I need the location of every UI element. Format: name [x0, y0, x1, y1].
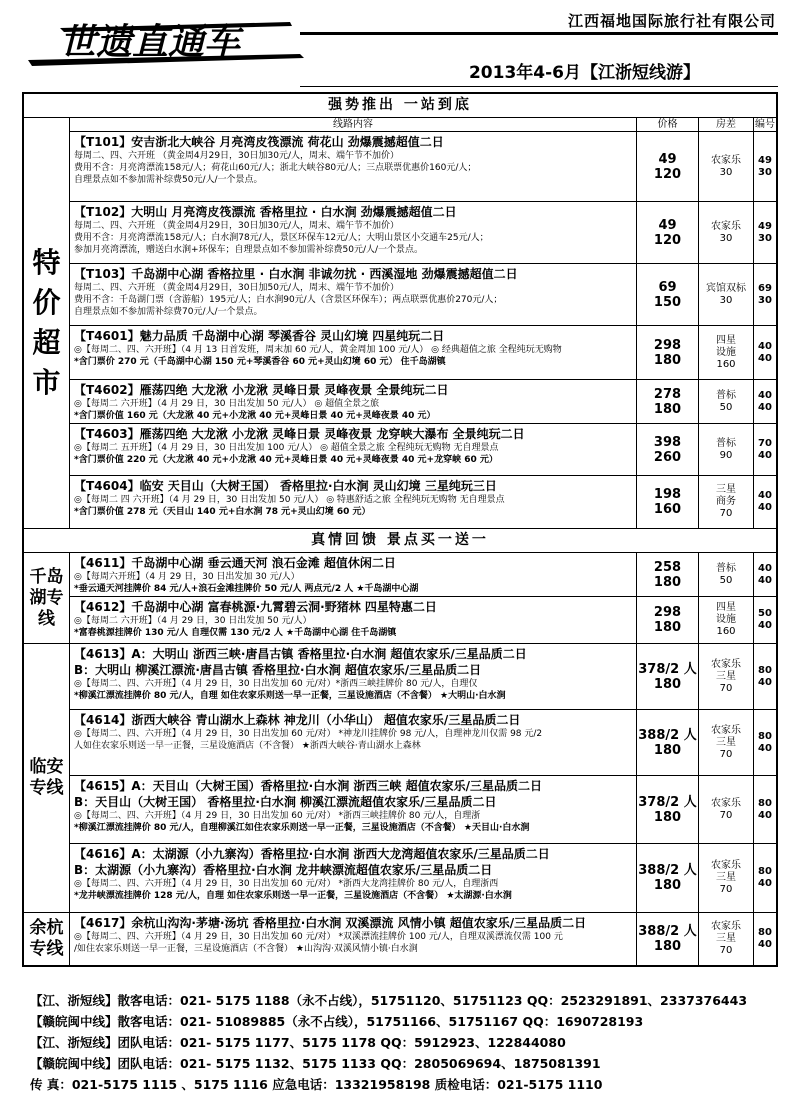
tour-code	[754, 424, 776, 475]
room-supplement: 四星 设施 160	[699, 326, 754, 379]
tour-title: 【T4602】雁荡四绝 大龙湫 小龙湫 灵峰日景 灵峰夜景 全景纯玩二日	[74, 383, 449, 397]
section-band: 真情回馈 景点买一送一	[24, 529, 776, 553]
tour-title: 【4611】千岛湖中心湖 垂云通天河 浪石金滩 超值休闲二日	[74, 556, 396, 570]
price-value: 49	[658, 217, 677, 233]
tour-title: 【4617】余杭山沟沟·茅塘·汤坑 香格里拉·白水涧 双溪漂流 风情小镇 超值农家乐/三星品质二日	[74, 916, 587, 930]
code-value: 30	[758, 166, 772, 178]
tour-price	[637, 202, 699, 263]
price-value: 180	[653, 574, 682, 590]
tour-row	[70, 476, 776, 528]
tour-detail-line: ◎【每周二、四、六开班】（4 月 29 日，30 日出发加 60 元/对）*浙西三峡挂牌价 80 元/人，自理仅	[74, 679, 478, 689]
room-supplement: 农家乐 30	[699, 202, 754, 263]
code-value: 80	[758, 797, 772, 809]
contact-line: 【赣皖闽中线】散客电话：021- 51089885（永不占线），51751166、51751167 QQ：1690728193	[30, 1014, 644, 1029]
tour-rows	[70, 118, 776, 528]
code-value: 69	[758, 282, 772, 294]
price-value: 398	[653, 434, 682, 450]
price-value: 388/2 人	[638, 863, 697, 878]
tour-row	[70, 380, 776, 424]
tour-code	[754, 264, 776, 325]
contact-line: 【江、浙短线】团队电话：021- 5175 1177、5175 1178 QQ：5912923、122844080	[30, 1035, 566, 1050]
section2	[24, 553, 776, 644]
tour-row	[70, 597, 776, 643]
tour-detail-line: 自理景点如不参加需补综费50元/人/一个景点。	[74, 175, 263, 185]
logo-text: 世遗直通车	[60, 21, 241, 63]
code-value: 40	[758, 809, 772, 821]
tour-code	[754, 844, 776, 912]
code-value: 40	[758, 620, 772, 631]
tour-row	[70, 553, 776, 597]
tour-description	[70, 553, 637, 596]
room-supplement: 普标 50	[699, 380, 754, 423]
tour-description	[70, 644, 637, 709]
room-supplement: 普标 90	[699, 424, 754, 475]
code-value: 40	[758, 401, 772, 413]
tour-code	[754, 326, 776, 379]
code-value: 40	[758, 340, 772, 352]
room-supplement: 农家乐 三星 70	[699, 710, 754, 775]
tour-detail-line: 参加月亮湾漂流，赠送白水涧+环保车；自理景点如不参加需补综费50元/人/一个景点。	[74, 245, 424, 255]
column-header-row	[70, 118, 776, 132]
tour-detail-line: ◎【每周二 四 六开班】（4 月 29 日，30 日出发加 50 元/人） ◎ 特惠舒适之旅 全程纯玩无购物 无自理景点	[74, 495, 505, 505]
tour-row	[70, 202, 776, 264]
price-value: 120	[653, 166, 682, 182]
tour-detail-line: *龙井峡漂流挂牌价 128 元/人，自理 如住农家乐则送一早一正餐，三星设施酒店（不含餐） ★太湖源·白水涧	[74, 891, 512, 901]
tour-description	[70, 913, 637, 965]
price-value: 260	[653, 449, 682, 465]
page-subtitle: 2013年4-6月【江浙短线游】	[468, 63, 700, 83]
code-value: 49	[758, 154, 772, 166]
code-value: 30	[758, 294, 772, 306]
tour-detail-line: 费用不含：千岛湖门票（含游船）195元/人；白水涧90元/人（含景区环保车）；两点联票优惠价270元/人；	[74, 295, 503, 305]
code-value: 40	[758, 574, 772, 586]
price-value: 180	[653, 352, 682, 368]
tour-detail-line: *含门票价 270 元（千岛湖中心湖 150 元+琴溪香谷 60 元+灵山幻境 60 元） 住千岛湖镇	[74, 357, 446, 367]
price-value: 180	[653, 939, 682, 954]
price-value: 69	[658, 279, 677, 295]
tour-code	[754, 380, 776, 423]
tour-description	[70, 202, 637, 263]
tour-title-b: B：天目山（大树王国） 香格里拉·白水涧 柳溪江漂流超值农家乐/三星品质二日	[74, 795, 497, 809]
price-value: 180	[653, 878, 682, 893]
tour-code	[754, 476, 776, 528]
section3	[24, 644, 776, 913]
tour-detail-line: ◎【每周六开班】（4 月 29 日，30 日出发加 30 元/人）	[74, 572, 300, 582]
tour-price	[637, 424, 699, 475]
tour-rows	[70, 553, 776, 643]
tour-title-b: B：大明山 柳溪江漂流·唐昌古镇 香格里拉·白水涧 超值农家乐/三星品质二日	[74, 663, 482, 677]
price-value: 160	[653, 502, 682, 517]
room-supplement: 三星 商务 70	[699, 476, 754, 528]
tour-detail-line: ◎【每周二、四、六开班】（4 月 13 日首发班，周末加 60 元/人，黄金周加 100 元/人） ◎ 经典超值之旅 全程纯玩无购物	[74, 345, 562, 355]
tour-detail-line: ◎【每周二 六开班】（4 月 29 日，30 日出发加 50 元/人）	[74, 616, 312, 626]
tour-rows	[70, 644, 776, 912]
tour-description	[70, 597, 637, 643]
room-supplement: 农家乐 三星 70	[699, 913, 754, 965]
code-value: 40	[758, 562, 772, 574]
price-value: 278	[653, 386, 682, 402]
code-value: 80	[758, 866, 772, 877]
tour-title: 【T101】安吉浙北大峡谷 月亮湾皮筏漂流 荷花山 劲爆震撼超值二日	[74, 135, 444, 149]
tour-price	[637, 710, 699, 775]
column-header-desc: 线路内容	[70, 118, 637, 131]
side-label: 余杭专线	[24, 913, 70, 965]
code-value: 80	[758, 730, 772, 742]
tour-price	[637, 844, 699, 912]
tour-price	[637, 326, 699, 379]
price-value: 388/2 人	[638, 924, 697, 939]
tour-detail-line: 人如住农家乐则送一早一正餐，三星设施酒店（不含餐） ★浙西大峡谷·青山湖水上森林	[74, 741, 421, 751]
tour-price	[637, 644, 699, 709]
room-supplement: 普标 50	[699, 553, 754, 596]
tour-detail-line: 每周二、四、六开班 （黄金周4月29日，30日加30元/人，周末、端午节不加价）	[74, 221, 399, 231]
tour-detail-line: ◎【每周二、四、六开班】（4 月 29 日，30 日出发加 60 元/对） *浙西三峡挂牌价 80 元/人，自理浙	[74, 811, 481, 821]
tour-title: 【T102】大明山 月亮湾皮筏漂流 香格里拉 · 白水涧 劲爆震撼超值二日	[74, 205, 457, 219]
tour-description	[70, 326, 637, 379]
code-value: 40	[758, 878, 772, 889]
price-value: 198	[653, 487, 682, 502]
tour-row	[70, 710, 776, 776]
tour-detail-line: *含门票价值 278 元（天目山 140 元+白水涧 78 元+灵山幻境 60 元）	[74, 507, 371, 517]
tour-price	[637, 380, 699, 423]
price-value: 150	[653, 294, 682, 310]
tour-title: 【T4604】临安 天目山（大树王国） 香格里拉·白水涧 灵山幻境 三星纯玩三日	[74, 479, 497, 493]
price-value: 258	[653, 559, 682, 575]
code-value: 40	[758, 939, 772, 950]
price-value: 180	[653, 742, 682, 758]
tour-price	[637, 132, 699, 201]
tour-price	[637, 597, 699, 643]
price-value: 378/2 人	[638, 661, 697, 677]
tour-row	[70, 644, 776, 710]
tour-detail-line: *柳溪江漂流挂牌价 80 元/人，自理 如住农家乐则送一早一正餐，三星设施酒店（不含餐） ★大明山·白水涧	[74, 691, 506, 701]
tour-description	[70, 380, 637, 423]
price-value: 298	[653, 337, 682, 353]
tour-detail-line: 费用不含：月亮湾漂流158元/人；白水涧78元/人，景区环保车12元/人；大明山景区小交通车25元/人；	[74, 233, 489, 243]
tour-detail-line: ◎【每周二 六开班】（4 月 29 日，30 日出发加 50 元/人） ◎ 超值全景之旅	[74, 399, 380, 409]
tour-detail-line: *富春桃源挂牌价 130 元/人 自理仅需 130 元/2 人 ★千岛湖中心湖 住千岛湖镇	[74, 628, 397, 638]
tour-detail-line: 费用不含：月亮湾漂流158元/人；荷花山60元/人；浙北大峡谷80元/人；三点联票优惠价160元/人；	[74, 163, 477, 173]
tour-description	[70, 710, 637, 775]
room-supplement: 农家乐 三星 70	[699, 844, 754, 912]
tour-row	[70, 913, 776, 965]
tour-row	[70, 424, 776, 476]
contact-line: 传 真：021-5175 1115 、5175 1116 应急电话：13321958198 质检电话：021-5175 1110	[30, 1077, 603, 1092]
tour-title: 【T4601】魅力品质 千岛湖中心湖 琴溪香谷 灵山幻境 四星纯玩二日	[74, 329, 445, 343]
tour-title: 【4616】A：太湖源（小九寨沟）香格里拉·白水涧 浙西大龙湾超值农家乐/三星品质二日	[74, 847, 550, 861]
column-header-room: 房差	[699, 118, 754, 131]
tour-code	[754, 913, 776, 965]
tour-detail-line: ◎【每周二 五开班】（4 月 29 日，30 日出发加 100 元/人） ◎ 超值全景之旅 全程纯玩无购物 无自理景点	[74, 443, 499, 453]
code-value: 49	[758, 220, 772, 232]
price-value: 120	[653, 232, 682, 248]
price-value: 298	[653, 605, 682, 620]
tour-detail-line: ◎【每周二、四、六开班】（4 月 29 日，30 日出发加 60 元/对） *双溪漂流挂牌价 100 元/人，自理双溪漂流仅需 100 元	[74, 932, 563, 942]
tour-row	[70, 132, 776, 202]
column-header-price: 价格	[637, 118, 699, 131]
company-name: 江西福地国际旅行社有限公司	[567, 12, 776, 30]
code-value: 40	[758, 676, 772, 688]
tour-detail-line: /如住农家乐则送一早一正餐，三星设施酒店（不含餐） ★山沟沟·双溪风情小镇·白水涧	[74, 944, 418, 954]
tour-code	[754, 710, 776, 775]
code-value: 40	[758, 352, 772, 364]
tour-detail-line: 每周二、四、六开班 （黄金周4月29日，30日加30元/人，周末、端午节不加价）	[74, 151, 399, 161]
section-band: 强势推出 一站到底	[24, 94, 776, 118]
code-value: 80	[758, 927, 772, 938]
tour-detail-line: *含门票价值 220 元（大龙湫 40 元+小龙湫 40 元+灵峰日景 40 元+灵峰夜景 40 元+龙穿峡 60 元）	[74, 455, 498, 465]
tour-detail-line: *含门票价值 160 元（大龙湫 40 元+小龙湫 40 元+灵峰日景 40 元+灵峰夜景 40 元）	[74, 411, 436, 421]
tour-detail-line: ◎【每周二、四、六开班】（4 月 29 日，30 日出发加 60 元/对） *浙西大龙湾挂牌价 80 元/人，自理浙西	[74, 879, 499, 889]
tour-description	[70, 776, 637, 843]
tour-detail-line: ◎【每周二、四、六开班】（4 月 29 日，30 日出发加 60 元/对） *神龙川挂牌价 98 元/人，自理神龙川仅需 98 元/2	[74, 729, 543, 739]
code-value: 50	[758, 608, 772, 619]
tour-title-b: B：太湖源（小九寨沟）香格里拉·白水涧 龙井峡漂流超值农家乐/三星品质二日	[74, 863, 493, 877]
tour-title: 【4612】千岛湖中心湖 富春桃源·九霄碧云洞·野猪林 四星特惠二日	[74, 600, 437, 614]
price-value: 378/2 人	[638, 794, 697, 810]
tour-code	[754, 597, 776, 643]
tour-detail-line: 自理景点如不参加需补综费70元/人/一个景点。	[74, 307, 263, 317]
tour-row	[70, 264, 776, 326]
tour-code	[754, 776, 776, 843]
tour-price	[637, 476, 699, 528]
room-supplement: 农家乐 70	[699, 776, 754, 843]
contact-line: 【江、浙短线】散客电话：021- 5175 1188（永不占线），51751120、51751123 QQ：2523291891、2337376443	[30, 993, 748, 1008]
tour-row	[70, 326, 776, 380]
tour-description	[70, 132, 637, 201]
tour-code	[754, 553, 776, 596]
room-supplement: 宾馆双标 30	[699, 264, 754, 325]
column-header-code: 编号	[755, 118, 775, 130]
tour-code	[754, 132, 776, 201]
tour-code	[754, 644, 776, 709]
tour-table	[22, 92, 778, 967]
tour-description	[70, 844, 637, 912]
price-value: 180	[653, 809, 682, 825]
tour-title: 【4614】浙西大峡谷 青山湖水上森林 神龙川（小华山） 超值农家乐/三星品质二日	[74, 713, 521, 727]
contacts	[30, 990, 790, 1095]
code-value: 40	[758, 742, 772, 754]
price-value: 180	[653, 620, 682, 635]
price-value: 180	[653, 401, 682, 417]
tour-title: 【4613】A：大明山 浙西三峡·唐昌古镇 香格里拉·白水涧 超值农家乐/三星品质二日	[74, 647, 527, 661]
tour-price	[637, 264, 699, 325]
code-value: 40	[758, 389, 772, 401]
tour-title: 【T103】千岛湖中心湖 香格拉里 · 白水涧 非诚勿扰 · 西溪湿地 劲爆震撼超值二日	[74, 267, 518, 281]
side-label: 千岛湖专线	[24, 553, 70, 643]
code-value: 30	[758, 232, 772, 244]
code-value: 40	[758, 449, 772, 461]
price-value: 49	[658, 151, 677, 167]
price-value: 388/2 人	[638, 727, 697, 743]
tour-code	[754, 202, 776, 263]
header-rule-thin	[300, 86, 778, 87]
tour-title: 【4615】A：天目山（大树王国）香格里拉·白水涧 浙西三峡 超值农家乐/三星品质二日	[74, 779, 542, 793]
tour-price	[637, 553, 699, 596]
room-supplement: 农家乐 三星 70	[699, 644, 754, 709]
room-supplement: 四星 设施 160	[699, 597, 754, 643]
code-value: 80	[758, 664, 772, 676]
room-supplement: 农家乐 30	[699, 132, 754, 201]
tour-detail-line: *柳溪江漂流挂牌价 80 元/人，自理柳溪江如住农家乐则送一早一正餐，三星设施酒店（不含餐） ★天目山·白水涧	[74, 823, 530, 833]
header-rule	[300, 32, 778, 35]
tour-description	[70, 264, 637, 325]
tour-detail-line: *垂云通天河挂牌价 84 元/人+浪石金滩挂牌价 50 元/人 两点元/2 人 ★千岛湖中心湖	[74, 584, 419, 594]
tour-rows	[70, 913, 776, 965]
tour-detail-line: 每周二、四、六开班 （黄金周4月29日，30日加50元/人，周末、端午节不加价）	[74, 283, 399, 293]
logo	[20, 8, 310, 78]
contact-line: 【赣皖闽中线】团队电话：021- 5175 1132、5175 1133 QQ：2805069694、1875081391	[30, 1056, 601, 1071]
tour-description	[70, 424, 637, 475]
side-label: 特价超市	[24, 118, 70, 528]
section1	[24, 118, 776, 529]
tour-title: 【T4603】雁荡四绝 大龙湫 小龙湫 灵峰日景 灵峰夜景 龙穿峡大瀑布 全景纯玩二日	[74, 427, 525, 441]
header	[0, 0, 800, 90]
code-value: 40	[758, 502, 772, 513]
tour-description	[70, 476, 637, 528]
tour-row	[70, 776, 776, 844]
side-label: 临安专线	[24, 644, 70, 912]
tour-row	[70, 844, 776, 912]
code-value: 40	[758, 490, 772, 501]
price-value: 180	[653, 676, 682, 692]
tour-price	[637, 913, 699, 965]
section4	[24, 913, 776, 965]
tour-price	[637, 776, 699, 843]
code-value: 70	[758, 437, 772, 449]
